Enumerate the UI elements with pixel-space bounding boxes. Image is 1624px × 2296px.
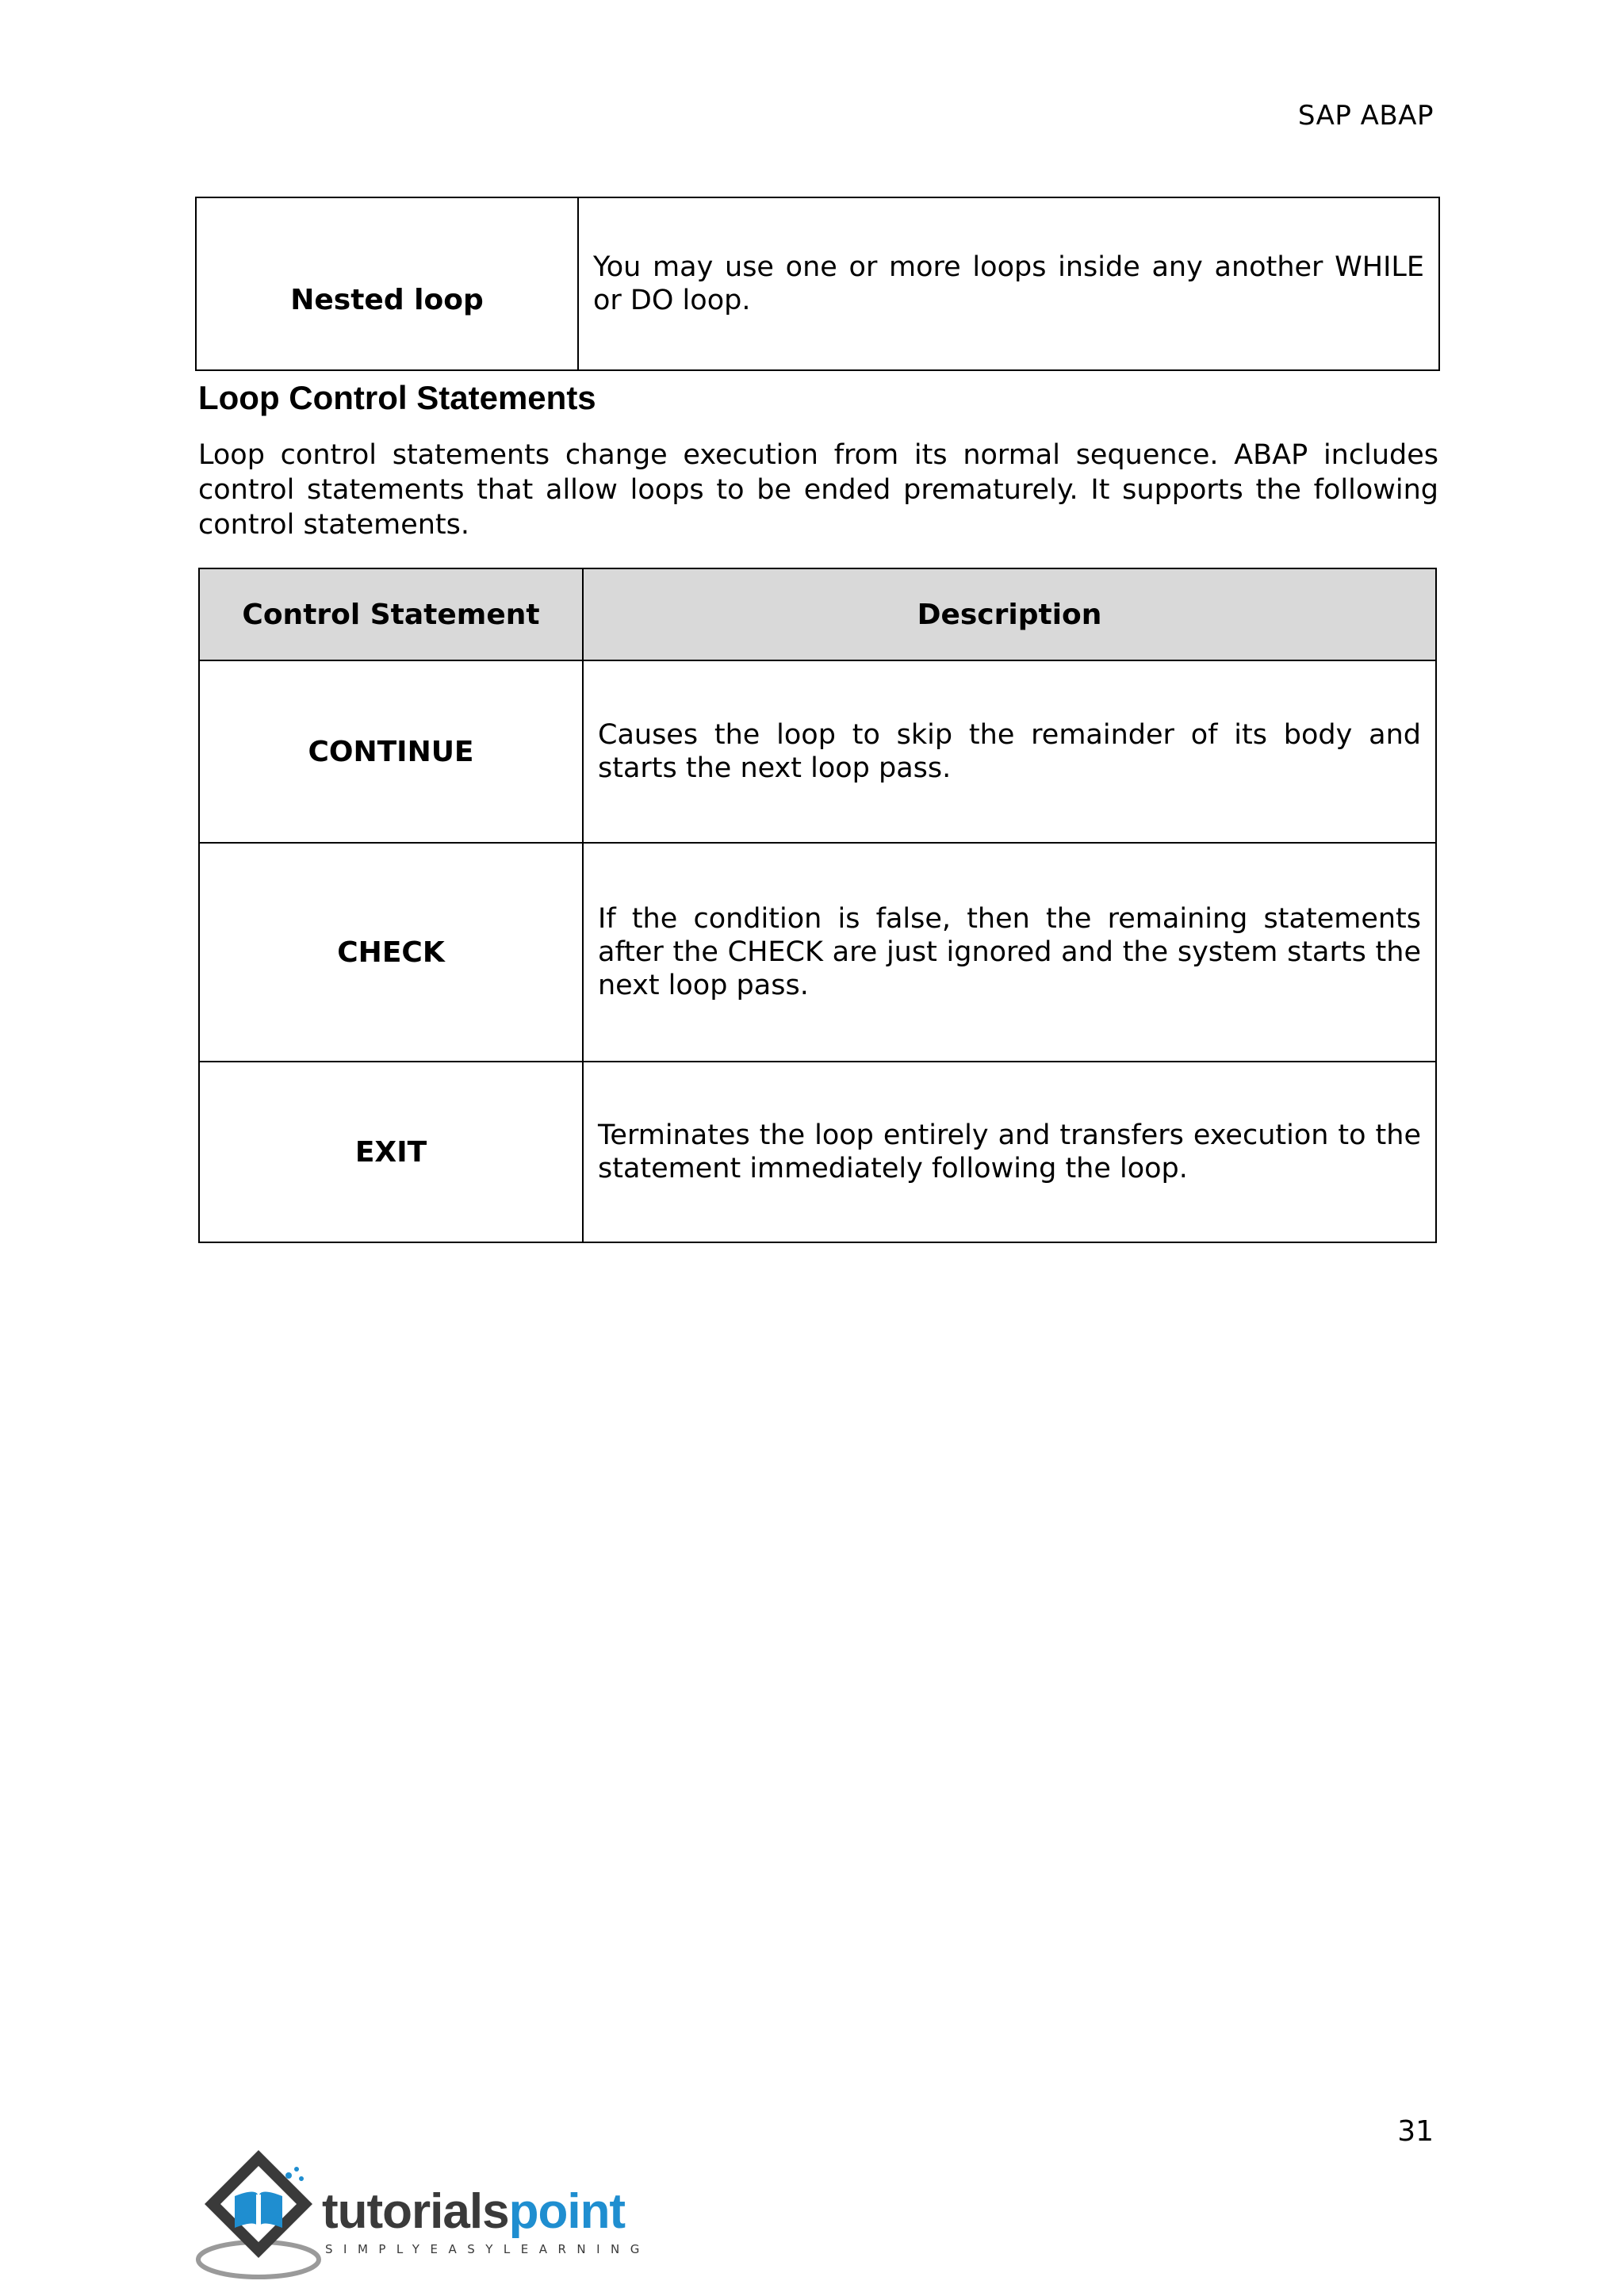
section-intro: Loop control statements change execution from its normal sequence. ABAP includes control statements that allow loops to be ended prematurely. It supports the following control statements.	[198, 439, 1438, 541]
statement-description: If the condition is false, then the remaining statements after the CHECK are just ignored and the system starts the next loop pass.	[583, 843, 1436, 1062]
statement-name: CONTINUE	[199, 660, 583, 843]
tutorialspoint-logo-icon	[195, 2141, 322, 2283]
table-row	[196, 197, 1439, 370]
logo-wordmark: tutorialspoint	[322, 2184, 626, 2239]
loop-type-name: Nested loop	[196, 197, 578, 370]
table-row	[199, 1062, 1436, 1242]
section-title: Loop Control Statements	[198, 379, 596, 416]
page-number: 31	[1397, 2115, 1434, 2148]
statement-name: EXIT	[199, 1062, 583, 1242]
loop-types-table-continued	[195, 197, 1440, 371]
logo-tagline: SIMPLYEASYLEARNING	[325, 2242, 650, 2256]
control-statements-table	[198, 568, 1437, 1243]
loop-type-description: You may use one or more loops inside any another WHILE or DO loop.	[578, 197, 1439, 370]
running-header: SAP ABAP	[1297, 100, 1434, 132]
column-header-description: Description	[583, 568, 1436, 660]
statement-description: Terminates the loop entirely and transfers execution to the statement immediately following the loop.	[583, 1062, 1436, 1242]
table-row	[199, 843, 1436, 1062]
tutorialspoint-logo	[195, 2141, 650, 2283]
column-header-statement: Control Statement	[199, 568, 583, 660]
table-row	[199, 660, 1436, 843]
statement-name: CHECK	[199, 843, 583, 1062]
statement-description: Causes the loop to skip the remainder of its body and starts the next loop pass.	[583, 660, 1436, 843]
table-header-row	[199, 568, 1436, 660]
